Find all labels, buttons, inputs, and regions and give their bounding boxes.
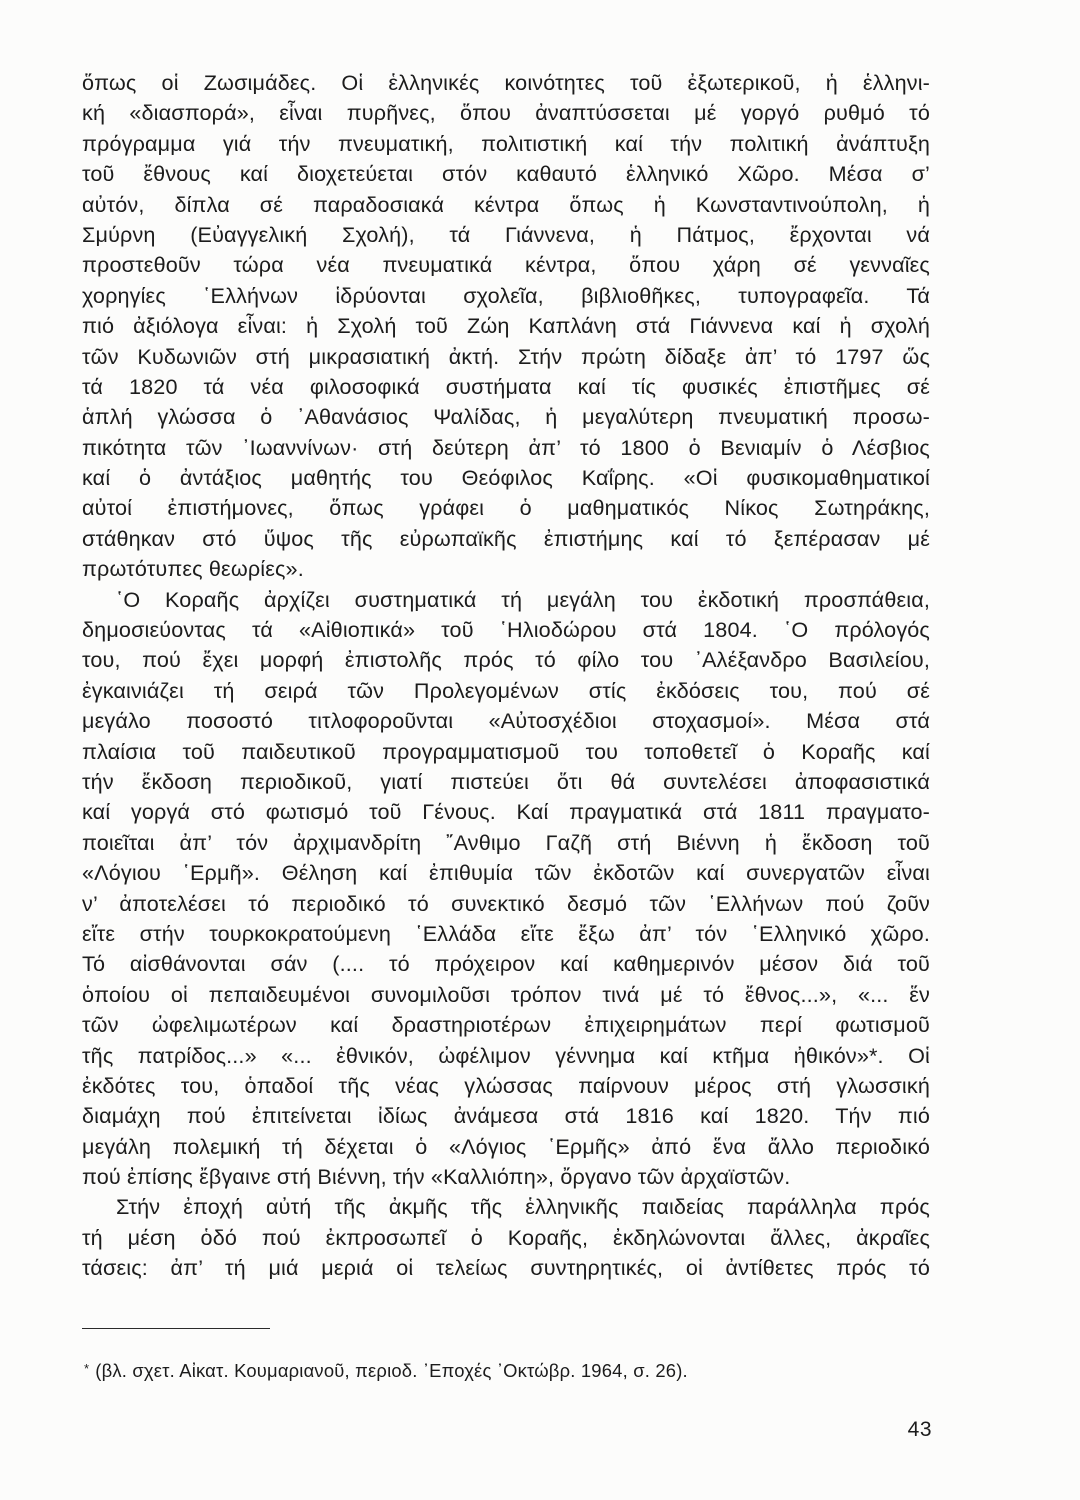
text-line: «Λόγιου ῾Ερμῆ». Θέληση καί ἐπιθυμία τῶν ἐκδοτῶν καί συνεργατῶν εἶναι	[82, 860, 930, 886]
paragraph-end-line: πού ἐπίσης ἔβγαινε στή Βιέννη, τήν «Καλλιόπη», ὄργανο τῶν ἀρχαϊστῶν.	[82, 1164, 791, 1190]
text-line: πλαίσια τοῦ παιδευτικοῦ προγραμματισμοῦ του τοποθετεῖ ὁ Κοραῆς καί	[82, 738, 930, 764]
text-line: κή «διασπορά», εἶναι πυρῆνες, ὅπου ἀναπτύσσεται μέ γοργό ρυθμό τό	[82, 100, 930, 126]
text-line: μεγάλο ποσοστό τιτλοφοροῦνται «Αὐτοσχέδιοι στοχασμοί». Μέσα στά	[82, 708, 930, 734]
text-line: ἁπλή γλώσσα ὁ ᾿Αθανάσιος Ψαλίδας, ἡ μεγαλύτερη πνευματική προσω-	[82, 404, 930, 430]
text-line: καί γοργά στό φωτισμό τοῦ Γένους. Καί πραγματικά στά 1811 πραγματο-	[82, 799, 930, 825]
text-line: ἐγκαινιάζει τή σειρά τῶν Προλεγομένων στίς ἐκδόσεις του, πού σέ	[82, 677, 930, 703]
body-text	[82, 68, 930, 1284]
text-line: μεγάλη πολεμική τή δέχεται ὁ «Λόγιος ῾Ερμῆς» ἀπό ἕνα ἄλλο περιοδικό	[82, 1133, 930, 1159]
text-line: εἴτε στήν τουρκοκρατούμενη ῾Ελλάδα εἴτε ἔξω ἀπ’ τόν ῾Ελληνικό χῶρο.	[82, 920, 930, 946]
page-number: 43	[907, 1418, 932, 1441]
text-line: τῶν Κυδωνιῶν στή μικρασιατική ἀκτή. Στήν πρώτη δίδαξε ἀπ’ τό 1797 ὥς	[82, 343, 930, 369]
text-line: τῆς πατρίδος...» «... ἐθνικόν, ὠφέλιμον γέννημα καί κτῆμα ἠθικόν»*. Οἱ	[82, 1042, 930, 1068]
text-line: του, πού ἔχει μορφή ἐπιστολῆς πρός τό φίλο του ᾿Αλέξανδρο Βασιλείου,	[82, 647, 930, 673]
text-line: ἐκδότες του, ὁπαδοί τῆς νέας γλώσσας παίρνουν μέρος στή γλωσσική	[82, 1072, 930, 1098]
text-line: τάσεις: ἀπ’ τή μιά μεριά οἱ τελείως συντηρητικές, οἱ ἀντίθετες πρός τό	[82, 1255, 930, 1281]
paragraph-start-line: ῾Ο Κοραῆς ἀρχίζει συστηματικά τή μεγάλη του ἐκδοτική προσπάθεια,	[116, 586, 930, 612]
text-line: ν’ ἀποτελέσει τό περιοδικό τό συνεκτικό δεσμό τῶν ῾Ελλήνων πού ζοῦν	[82, 890, 930, 916]
text-line: τοῦ ἔθνους καί διοχετεύεται στόν καθαυτό ἑλληνικό Χῶρο. Μέσα σ’	[82, 161, 930, 187]
text-line: Σμύρνη (Εὐαγγελική Σχολή), τά Γιάννενα, ἡ Πάτμος, ἔρχονται νά	[82, 221, 930, 247]
text-line: ποιεῖται ἀπ’ τόν ἀρχιμανδρίτη ῎Ανθιμο Γαζῆ στή Βιέννη ἡ ἔκδοση τοῦ	[82, 829, 930, 855]
text-line: καί ὁ ἀντάξιος μαθητής του Θεόφιλος Καΐρης. «Οἱ φυσικομαθηματικοί	[82, 465, 930, 491]
text-line: τά 1820 τά νέα φιλοσοφικά συστήματα καί τίς φυσικές ἐπιστῆμες σέ	[82, 373, 930, 399]
text-line: αὐτόν, δίπλα σέ παραδοσιακά κέντρα ὅπως ἡ Κωνσταντινούπολη, ἡ	[82, 191, 930, 217]
text-line: τῶν ὠφελιμωτέρων καί δραστηριοτέρων ἐπιχειρημάτων περί φωτισμοῦ	[82, 1012, 930, 1038]
text-line: πιό ἀξιόλογα εἶναι: ἡ Σχολή τοῦ Ζώη Καπλάνη στά Γιάννενα καί ἡ σχολή	[82, 313, 930, 339]
footnote-divider	[82, 1328, 270, 1329]
text-line: Τό αἰσθάνονται σάν (.... τό πρόχειρον καί καθημερινόν μέσον διά τοῦ	[82, 951, 930, 977]
text-line: στάθηκαν στό ὕψος τῆς εὐρωπαϊκῆς ἐπιστήμης καί τό ξεπέρασαν μέ	[82, 525, 930, 551]
text-line: αὐτοί ἐπιστήμονες, ὅπως γράφει ὁ μαθηματικός Νίκος Σωτηράκης,	[82, 495, 930, 521]
text-line: τήν ἔκδοση περιοδικοῦ, γιατί πιστεύει ὅτι θά συντελέσει ἀποφασιστικά	[82, 768, 930, 794]
paragraph-end-line: πρωτότυπες θεωρίες».	[82, 556, 304, 582]
paragraph-start-line: Στήν ἐποχή αὐτή τῆς ἀκμῆς τῆς ἑλληνικῆς παιδείας παράλληλα πρός	[116, 1194, 930, 1220]
text-line: τή μέση ὁδό πού ἐκπροσωπεῖ ὁ Κοραῆς, ἐκδηλώνονται ἄλλες, ἀκραῖες	[82, 1224, 930, 1250]
footnote-text: (βλ. σχετ. Αἰκατ. Κουμαριανοῦ, περιοδ. ᾿Εποχές ᾿Οκτώβρ. 1964, σ. 26).	[95, 1360, 688, 1381]
text-line: δημοσιεύοντας τά «Αἰθιοπικά» τοῦ ῾Ηλιοδώρου στά 1804. ῾Ο πρόλογός	[82, 617, 930, 643]
text-line: πικότητα τῶν ᾿Ιωαννίνων· στή δεύτερη ἀπ’ τό 1800 ὁ Βενιαμίν ὁ Λέσβιος	[82, 434, 930, 460]
footnote-asterisk: *	[84, 1361, 90, 1376]
text-line: χορηγίες ῾Ελλήνων ἱδρύονται σχολεῖα, βιβλιοθῆκες, τυπογραφεῖα. Τά	[82, 282, 930, 308]
text-line: διαμάχη πού ἐπιτείνεται ἰδίως ἀνάμεσα στά 1816 καί 1820. Τήν πιό	[82, 1103, 930, 1129]
text-line: ὅπως οἱ Ζωσιμάδες. Οἱ ἑλληνικές κοινότητες τοῦ ἐξωτερικοῦ, ἡ ἑλληνι-	[82, 70, 930, 95]
text-line: πρόγραμμα γιά τήν πνευματική, πολιτιστική καί τήν πολιτική ἀνάπτυξη	[82, 130, 930, 156]
footnote	[84, 1357, 688, 1383]
text-line: ὁποίου οἱ πεπαιδευμένοι συνομιλοῦσι τρόπον τινά μέ τό ἔθνος...», «... ἕν	[82, 981, 930, 1007]
text-line: προστεθοῦν τώρα νέα πνευματικά κέντρα, ὅπου χάρη σέ γενναῖες	[82, 252, 930, 278]
